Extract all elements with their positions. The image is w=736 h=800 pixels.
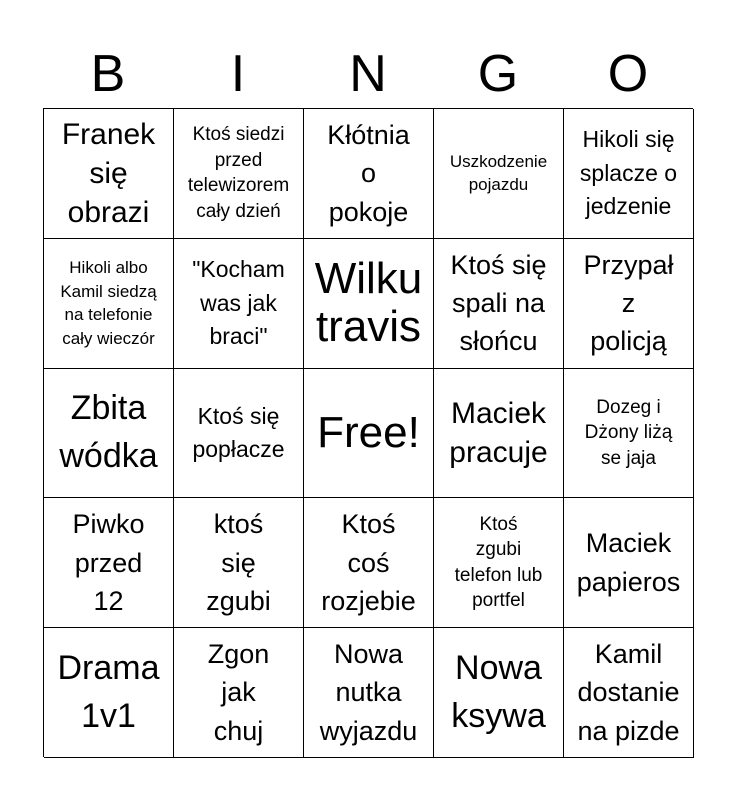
cell-label: Nowa ksywa — [451, 648, 546, 735]
bingo-cell-r1c5[interactable] — [564, 109, 694, 239]
bingo-cell-r2c4[interactable] — [434, 239, 564, 369]
header-letter-i: I — [230, 45, 246, 103]
cell-label: Zbita wódka — [59, 389, 158, 475]
free-space: Free! — [317, 407, 420, 457]
header-letter-b: B — [90, 45, 126, 103]
bingo-cell-r4c5[interactable] — [564, 498, 694, 628]
header-letter-n: N — [349, 45, 387, 103]
bingo-board — [43, 108, 693, 757]
cell-label: Maciek papieros — [576, 528, 681, 597]
bingo-cell-r5c4[interactable] — [434, 628, 564, 758]
cell-label: Ktoś coś rozjebie — [321, 509, 416, 616]
cell-label: Zgon jak chuj — [207, 639, 270, 746]
bingo-cell-r3c1[interactable] — [44, 369, 174, 499]
bingo-cell-r5c5[interactable] — [564, 628, 694, 758]
bingo-cell-r1c2[interactable] — [174, 109, 304, 239]
header-letter-g: G — [477, 45, 519, 103]
bingo-cell-r2c5[interactable] — [564, 239, 694, 369]
cell-label: Ktoś zgubi telefon lub portfel — [454, 513, 543, 612]
cell-label: Drama 1v1 — [57, 648, 160, 735]
cell-label: Ktoś się spali na słońcu — [450, 249, 547, 357]
bingo-cell-r2c1[interactable] — [44, 239, 174, 369]
cell-label: ktoś się zgubi — [206, 509, 271, 616]
cell-label: Ktoś siedzi przed telewizorem cały dzień — [187, 124, 290, 223]
cell-label: "Kocham was jak braci" — [192, 256, 285, 349]
bingo-cell-r1c4[interactable] — [434, 109, 564, 239]
bingo-cell-r5c1[interactable] — [44, 628, 174, 758]
cell-label: Uszkodzenie pojazdu — [449, 151, 548, 195]
cell-label: Ktoś się popłacze — [192, 402, 285, 462]
bingo-cell-r1c1[interactable] — [44, 109, 174, 239]
bingo-cell-r1c3[interactable] — [304, 109, 434, 239]
bingo-cell-r3c4[interactable] — [434, 369, 564, 499]
bingo-cell-r2c2[interactable] — [174, 239, 304, 369]
cell-label: Maciek pracuje — [449, 396, 548, 469]
cell-label: Nowa nutka wyjazdu — [319, 639, 418, 746]
bingo-header — [43, 40, 693, 108]
cell-label: Kamil dostanie na pizde — [577, 639, 680, 746]
bingo-cell-r4c1[interactable] — [44, 498, 174, 628]
bingo-cell-r3c5[interactable] — [564, 369, 694, 499]
bingo-cell-r5c2[interactable] — [174, 628, 304, 758]
bingo-cell-r4c3[interactable] — [304, 498, 434, 628]
cell-label: Przypał z policją — [583, 249, 674, 357]
cell-label: Franek się obrazi — [61, 117, 156, 229]
cell-label: Wilku travis — [314, 253, 423, 352]
cell-label: Dozeg i Dżony liżą se jaja — [584, 396, 673, 469]
bingo-cell-r4c4[interactable] — [434, 498, 564, 628]
header-letter-o: O — [607, 45, 649, 103]
bingo-cell-r2c3[interactable] — [304, 239, 434, 369]
cell-label: Hikoli się splacze o jedzenie — [579, 126, 678, 220]
bingo-cell-r3c3[interactable] — [304, 369, 434, 499]
bingo-cell-r5c3[interactable] — [304, 628, 434, 758]
cell-label: Kłótnia o pokoje — [327, 119, 410, 227]
bingo-cell-r3c2[interactable] — [174, 369, 304, 499]
bingo-cell-r4c2[interactable] — [174, 498, 304, 628]
cell-label: Hikoli albo Kamil siedzą na telefonie cały wieczór — [60, 258, 157, 348]
cell-label: Piwko przed 12 — [72, 509, 145, 616]
